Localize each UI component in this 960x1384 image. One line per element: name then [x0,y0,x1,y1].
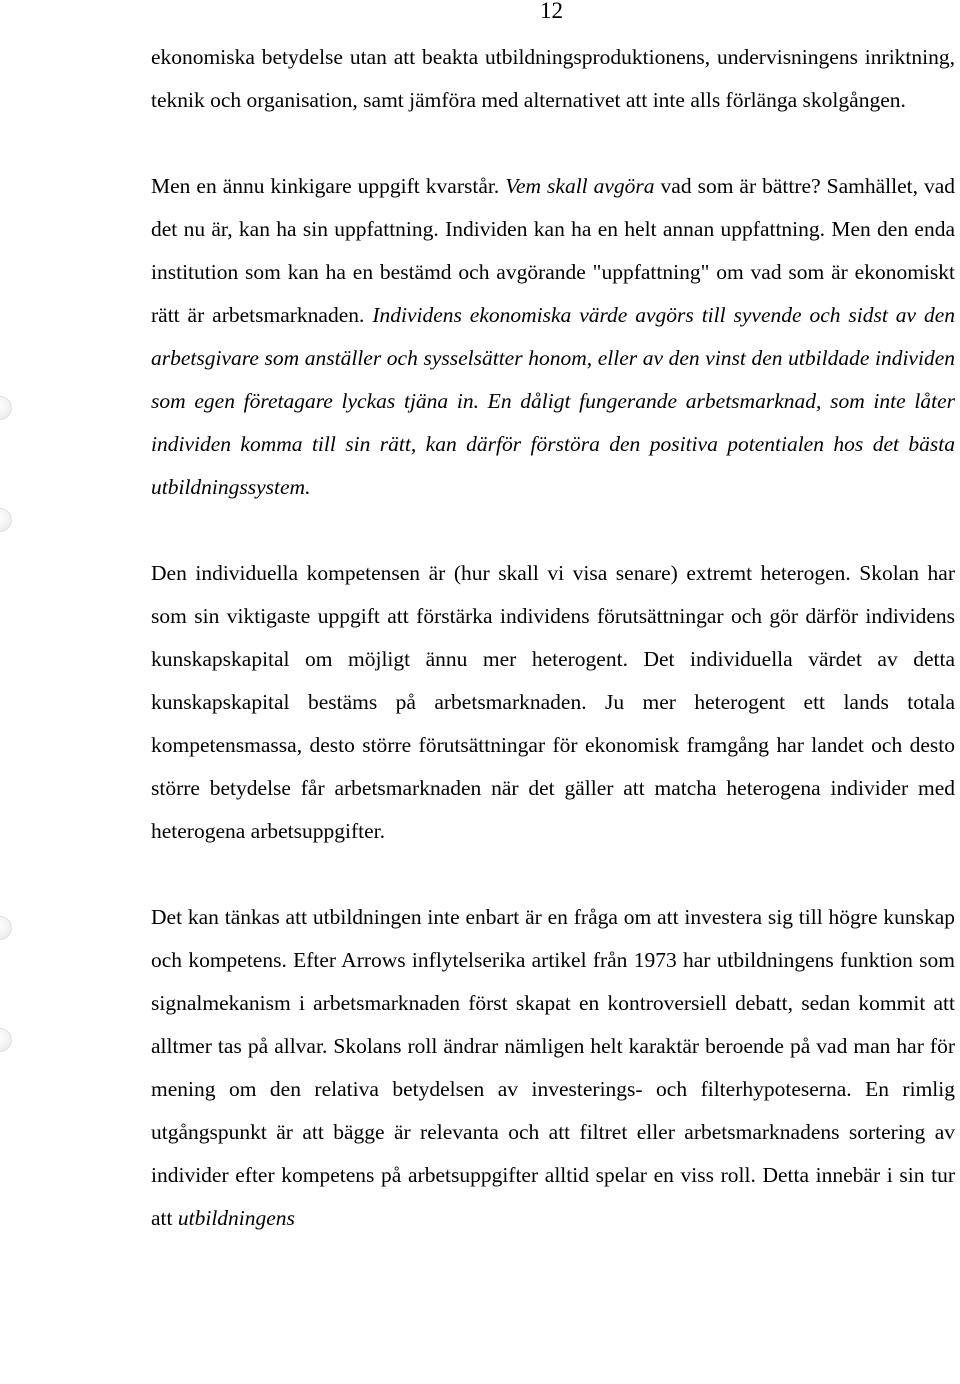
punch-hole-2 [0,508,12,532]
punch-hole-1 [0,396,12,420]
punch-hole-3 [0,916,12,940]
punch-hole-4 [0,1028,12,1052]
page-number: 12 [540,0,563,23]
paragraph-2-segment-4: Individens ekonomiska värde avgörs till syvende och sidst av den arbetsgivare som anställer och sysselsätter honom, eller av den vinst den utbildade individen som egen företagare lyckas tjäna in. En dåligt fungerande arbetsmarknad, som inte låter individen komma till sin rätt, kan därför förstöra den positiva potentialen hos det bästa utbildningssystem. [151,303,955,499]
paragraph-4-segment-2: utbildningens [177,1206,295,1230]
paragraph-2-segment-2: Vem skall avgöra [505,174,655,198]
paragraph-2 [151,165,955,509]
paragraph-2-segment-1: Men en ännu kinkigare uppgift kvarstår. [151,174,506,198]
paragraph-3-segment-1: Den individuella kompetensen är (hur skall vi visa senare) extremt heterogen. Skolan har som sin viktigaste uppgift att förstärka individens förutsättningar och gör därför individens kunskapskapital om möjligt ännu mer heterogent. Det individuella värdet av detta kunskapskapital bestäms på arbetsmarknaden. Ju mer heterogent ett lands totala kompetensmassa, desto större förutsättningar för ekonomisk framgång har landet och desto större betydelse får arbetsmarknaden när det gäller att matcha heterogena individer med heterogena arbetsuppgifter. [151,561,955,843]
paragraph-3 [151,552,955,853]
paragraph-2-segment-3: vad som är bättre? Samhället, vad det nu är, kan ha sin uppfattning. Individen kan ha en helt annan uppfattning. Men den enda institution som kan ha en bestämd och avgörande "uppfattning" om vad som är ekonomiskt rätt är arbetsmarknaden. [151,174,956,327]
paragraph-4-segment-1: Det kan tänkas att utbildningen inte enbart är en fråga om att investera sig till högre kunskap och kompetens. Efter Arrows inflytelserika artikel från 1973 har utbildningens funktion som signalmekanism i arbetsmarknaden först skapat en kontroversiell debatt, sedan kommit att alltmer tas på allvar. Skolans roll ändrar nämligen helt karaktär beroende på vad man har för mening om den relativa betydelsen av investerings- och filterhypoteserna. En rimlig utgångspunkt är att bägge är relevanta och att filtret eller arbetsmarknadens sortering av individer efter kompetens på arbetsuppgifter alltid spelar en viss roll. Detta innebär i sin tur att [151,905,955,1230]
paragraph-4 [151,896,955,1240]
paragraph-1-segment-1: ekonomiska betydelse utan att beakta utbildningsproduktionens, undervisningens inriktning, teknik och organisation, samt jämföra med alternativet att inte alls förlänga skolgången. [151,45,955,112]
body-text [151,36,955,1240]
paragraph-1 [151,36,955,122]
